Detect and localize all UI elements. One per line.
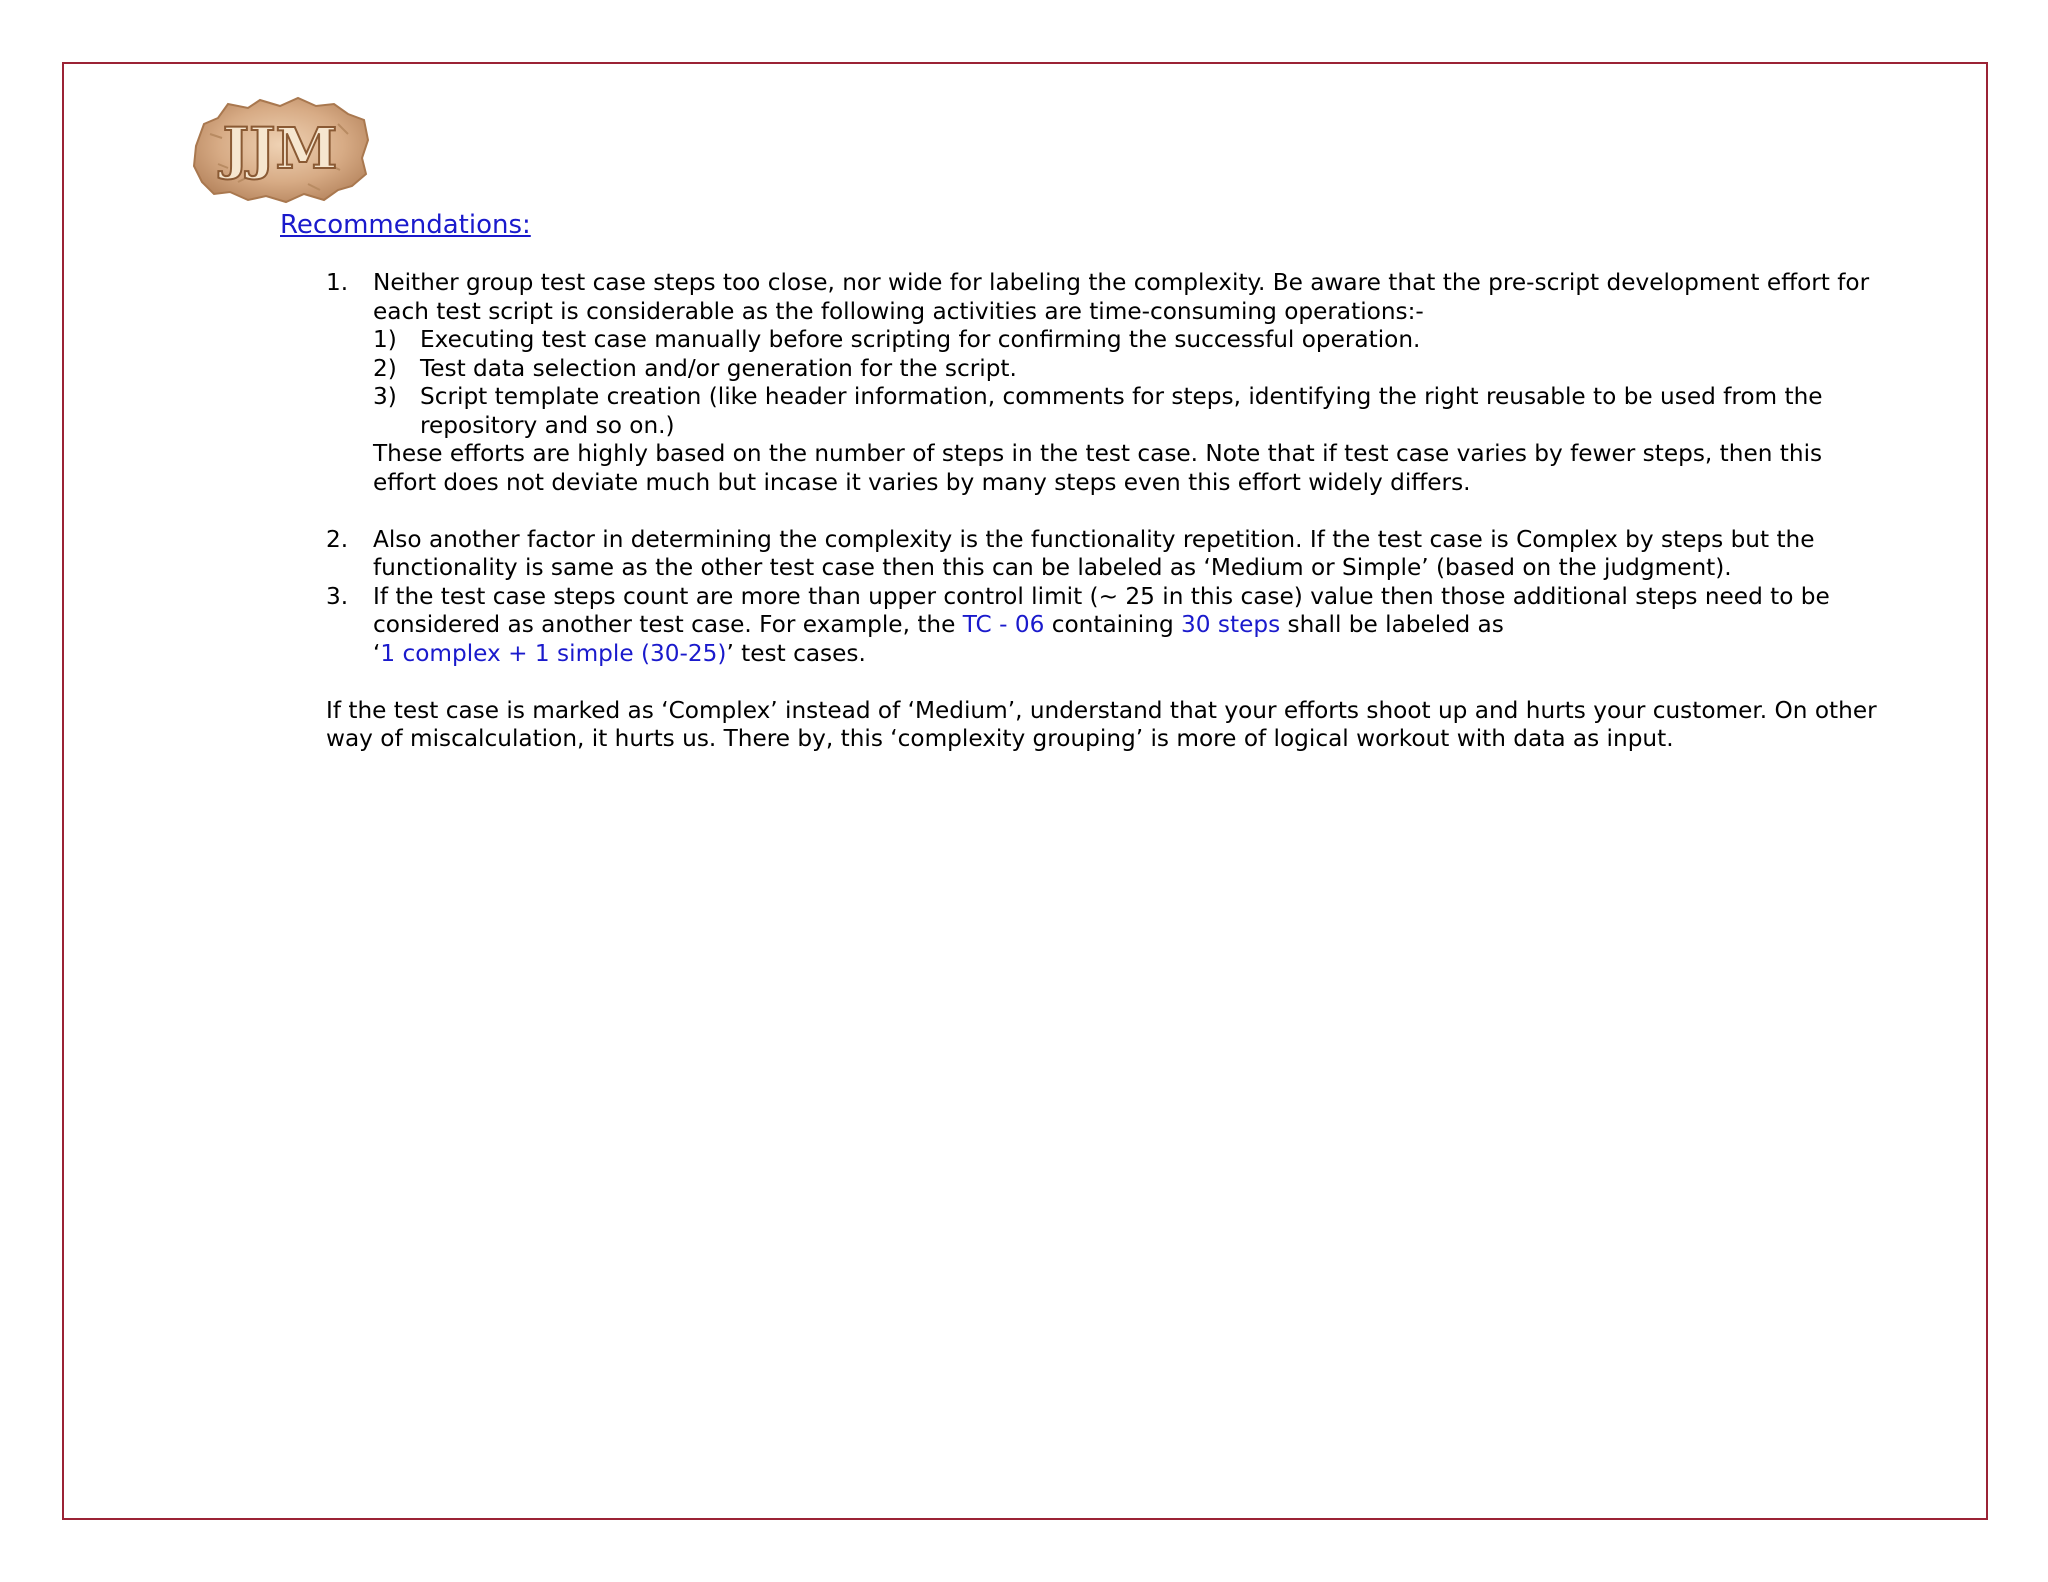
sub-item-3 xyxy=(373,383,1886,440)
sub-item-text: Script template creation (like header information, comments for steps, identifying the right reusable to be used from the repository and so on.) xyxy=(420,383,1823,439)
text-segment: containing xyxy=(1044,611,1182,638)
tc-reference: TC - 06 xyxy=(962,611,1045,638)
text-segment: If the test case steps count are more than upper control limit (~ 25 in this case) value then those additional steps need to be considered as another test case. For example, the xyxy=(373,582,1830,638)
text-segment: shall be labeled as xyxy=(1280,611,1504,638)
closing-paragraph: If the test case is marked as ‘Complex’ instead of ‘Medium’, understand that your efforts shoot up and hurts your customer. On other way of miscalculation, it hurts us. There by, this ‘complexity grouping’ is more of logical workout with data as input. xyxy=(326,696,1877,752)
recommendations-content xyxy=(326,269,1886,754)
item-text xyxy=(373,583,1886,669)
steps-reference: 30 steps xyxy=(1181,611,1281,638)
sub-item-number: 1) xyxy=(373,326,397,353)
recommendation-item-1 xyxy=(326,269,1886,497)
svg-text:JJM: JJM xyxy=(222,116,338,182)
item-number: 2. xyxy=(326,525,349,553)
text-segment: ‘ xyxy=(373,639,381,667)
sub-item-2 xyxy=(373,355,1886,384)
item-text: Also another factor in determining the complexity is the functionality repetition. If the test case is Complex by steps but the functionality is same as the other test case then this can be labeled as ‘Medium or Simple’ (based on the judgment). xyxy=(373,525,1815,581)
item-text: Neither group test case steps too close, nor wide for labeling the complexity. Be aware that the pre-script development effort for each test script is considerable as the following activities are time-consuming operations:- xyxy=(373,269,1870,325)
text-segment: ’ test cases. xyxy=(726,639,866,667)
item-after-text: These efforts are highly based on the number of steps in the test case. Note that if test case varies by fewer steps, then this effort does not deviate much but incase it varies by many steps even this effort widely differs. xyxy=(373,440,1823,496)
item-number: 1. xyxy=(326,269,349,296)
recommendations-heading: Recommendations: xyxy=(280,210,531,240)
sub-item-text: Test data selection and/or generation for the script. xyxy=(420,354,1017,382)
logo-image xyxy=(188,94,372,206)
recommendation-item-3 xyxy=(326,583,1886,669)
sub-item-1 xyxy=(373,326,1886,355)
spacer xyxy=(326,668,1886,697)
item-number: 3. xyxy=(326,582,349,610)
sub-item-text: Executing test case manually before scripting for confirming the successful operation. xyxy=(420,326,1421,353)
label-reference: 1 complex + 1 simple (30-25) xyxy=(380,639,727,667)
sub-item-number: 3) xyxy=(373,383,397,410)
recommendation-item-2 xyxy=(326,526,1886,583)
sub-item-number: 2) xyxy=(373,354,397,382)
jjm-logo xyxy=(188,94,372,206)
spacer xyxy=(326,497,1886,526)
